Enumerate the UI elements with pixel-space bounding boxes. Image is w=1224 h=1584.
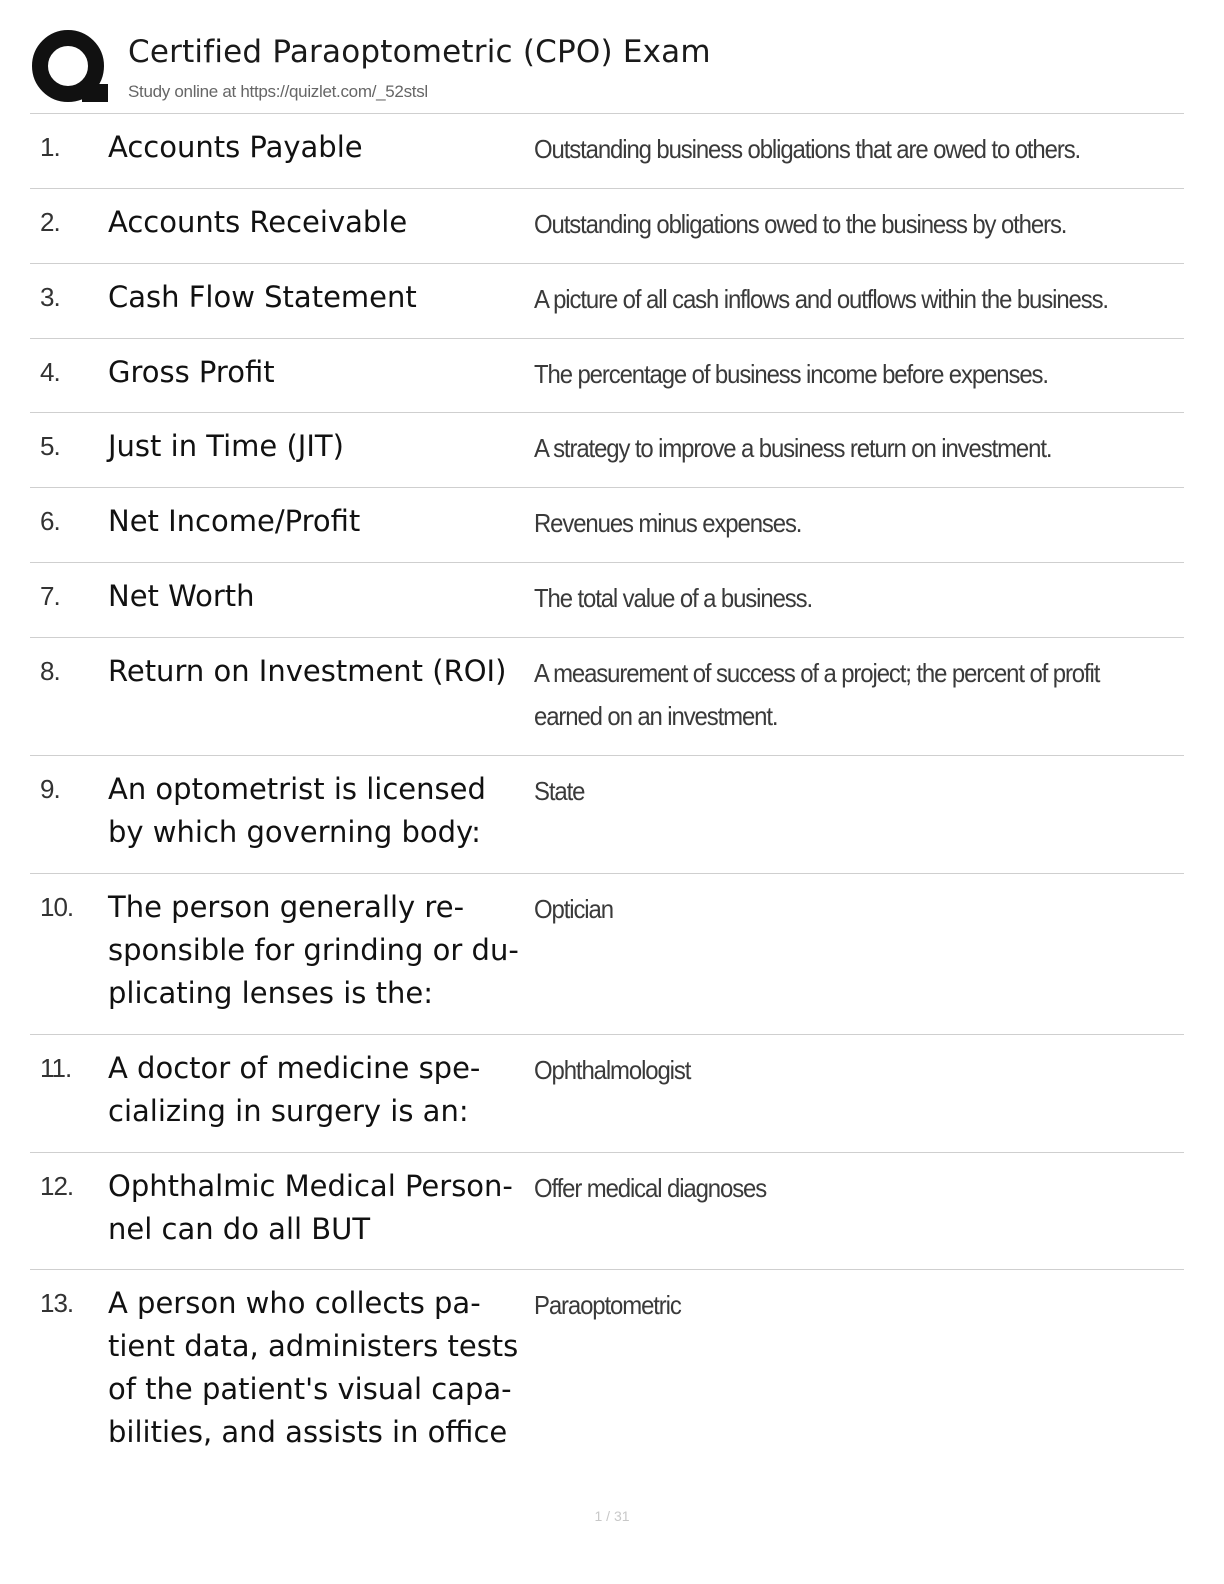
- flashcard-row: [30, 563, 1184, 638]
- card-term: Accounts Receivable: [108, 205, 408, 239]
- card-term: Ophthalmic Medical Person- nel can do all BUT: [108, 1169, 513, 1246]
- card-definition: The percentage of business income before expenses.: [534, 359, 1048, 389]
- flashcard-row: [30, 874, 1184, 1035]
- card-term: Net Income/Profit: [108, 504, 361, 538]
- card-definition: A measurement of success of a project; the percent of profit earned on an investment.: [534, 658, 1100, 731]
- card-term: A doctor of medicine spe- cializing in surgery is an:: [108, 1051, 481, 1128]
- card-number: 7.: [40, 581, 60, 611]
- card-definition: Offer medical diagnoses: [534, 1173, 767, 1203]
- page-title: Certified Paraoptometric (CPO) Exam: [128, 34, 711, 70]
- card-term: Just in Time (JIT): [108, 429, 344, 463]
- study-online-link-text[interactable]: Study online at https://quizlet.com/_52stsl: [128, 82, 428, 101]
- card-definition: The total value of a business.: [534, 583, 813, 613]
- card-definition: Outstanding obligations owed to the business by others.: [534, 209, 1067, 239]
- flashcard-row: [30, 264, 1184, 339]
- flashcard-row: [30, 114, 1184, 189]
- card-definition: Revenues minus expenses.: [534, 508, 802, 538]
- card-term: Accounts Payable: [108, 130, 363, 164]
- card-definition: A picture of all cash inflows and outflows within the business.: [534, 284, 1108, 314]
- flashcard-row: [30, 638, 1184, 756]
- card-term: The person generally re- sponsible for grinding or du- plicating lenses is the:: [108, 890, 519, 1010]
- flashcard-row: [30, 1270, 1184, 1470]
- card-definition: Paraoptometric: [534, 1290, 681, 1320]
- card-term: Return on Investment (ROI): [108, 654, 507, 688]
- card-number: 5.: [40, 431, 60, 461]
- flashcard-row: [30, 413, 1184, 488]
- card-term: Net Worth: [108, 579, 255, 613]
- quizlet-q-logo-icon: [30, 28, 110, 108]
- flashcard-row: [30, 756, 1184, 874]
- flashcard-list: [30, 114, 1184, 1470]
- card-number: 13.: [40, 1288, 74, 1318]
- card-number: 8.: [40, 656, 60, 686]
- card-number: 4.: [40, 357, 60, 387]
- card-definition: A strategy to improve a business return on investment.: [534, 433, 1052, 463]
- card-number: 9.: [40, 774, 60, 804]
- card-number: 10.: [40, 892, 74, 922]
- flashcard-row: [30, 1035, 1184, 1153]
- card-number: 1.: [40, 132, 60, 162]
- card-term: Gross Profit: [108, 355, 275, 389]
- flashcard-row: [30, 339, 1184, 413]
- card-definition: Ophthalmologist: [534, 1055, 691, 1085]
- card-term: An optometrist is licensed by which governing body:: [108, 772, 486, 849]
- card-term: A person who collects pa- tient data, administers tests of the patient's visual capa- bilities, and assists in office: [108, 1286, 519, 1449]
- card-number: 12.: [40, 1171, 74, 1201]
- card-number: 2.: [40, 207, 60, 237]
- page-header: [30, 28, 1184, 114]
- card-definition: Outstanding business obligations that are owed to others.: [534, 134, 1081, 164]
- card-definition: Optician: [534, 894, 613, 924]
- flashcard-row: [30, 488, 1184, 563]
- card-number: 6.: [40, 506, 60, 536]
- card-number: 11.: [40, 1053, 72, 1083]
- card-term: Cash Flow Statement: [108, 280, 417, 314]
- page-number: 1 / 31: [594, 1508, 630, 1524]
- flashcard-row: [30, 1153, 1184, 1270]
- flashcard-row: [30, 189, 1184, 264]
- card-definition: State: [534, 776, 585, 806]
- card-number: 3.: [40, 282, 60, 312]
